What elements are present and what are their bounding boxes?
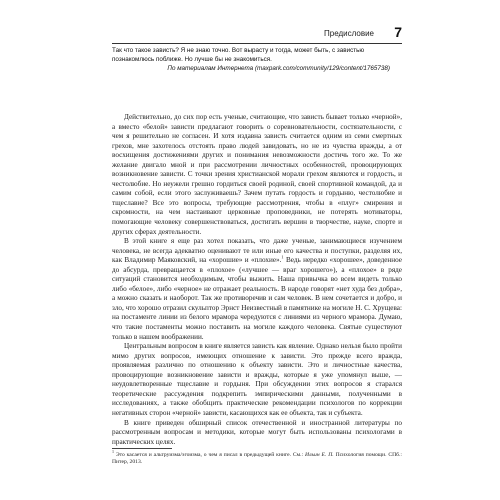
footnote-author: Ильин Е. П. xyxy=(305,452,334,458)
header-rule xyxy=(112,43,402,44)
paragraph: Действительно, до сих пор есть ученые, считающие, что зависть бывает только «черной», а вместо «белой» зависти предлагают говорить о соревновательности, состязательности, с чем я решительно не согласен. И хотя издавна зависть считается одним из семи смертных грехов, мне захотелось отстоять право людей завидовать, но не из чувства вражды, а от восхищения достижениями других и понимания невозможности достичь того же. То же желание двигало мной и при рассмотрении личностных особенностей, провоцирующих возникновение зависти. С точки зрения христианской морали грехом являются и гордость, и честолюбие. Но неужели грешно гордиться своей родиной, своей спортивной командой, да и самим собой, если этого заслуживаешь? Зачем путать гордость и гордыню, честолюбие и тщеславие? Все это вопросы, требующие рассмотрения, чтобы в «плуг» смирения и скромности, на чем настаивают церковные проповедники, не потерять мотиваторы, помогающие человеку совершенствоваться, достигать вершин в творчестве, науке, спорте и других сферах деятельности. xyxy=(112,113,402,236)
footnote-marker: 1 xyxy=(112,449,114,455)
footnote-rule xyxy=(112,448,172,449)
epigraph-source: По материалам Интернета (maxpark.com/community/129/content/1765738) xyxy=(167,65,390,73)
footnote-text: Это касается и альтруизма/эгоизма, о чем я писал в предыдущей книге. См.: xyxy=(114,452,306,458)
paragraph: Центральным вопросом в книге является зависть как явление. Однако нельзя было пройти мимо других вопросов, имеющих отношение к зависти. Это прежде всего вражда, проявляемая различно по отношению к объекту зависти. Это и личностные качества, провоцирующие возникновение зависти и вражды, которые я уже упомянул выше, — неудовлетворенные тщеславие и гордыня. При обсуждении этих вопросов я старался теоретические рассуждения подкрепить эмпирическими данными, полученными в исследованиях, а также обобщить практические рекомендации психологов по коррекции негативных сторон «черной» зависти, касающихся как ее объекта, так и субъекта. xyxy=(112,342,402,417)
paragraph-text: Ведь нередко «хорошее», доведенное до абсурда, превращается в «плохое» («лучшее — враг хорошего»), а «плохое» в ряде ситуаций становится необходимым, чтобы выжить. Наша привычка во всем видеть только либо «белое», либо «черное» не отражает реальность. В народе говорят «нет худа без добра», а можно сказать и наоборот. Так же противоречив и сам человек. В нем сочетается и добро, и зло, что хорошо отразил скульптор Эрнст Неизвестный в памятнике на могиле Н. С. Хрущева: на постаменте линии из белого мрамора чередуются с линиями из черного мрамора. Думаю, что такие постаменты можно поставить на могиле каждого человека. Святые существуют только в нашем воображении. xyxy=(112,256,402,341)
epigraph-line: Так что такое зависть? Я не знаю точно. Вот вырасту и тогда, может быть, с завистью xyxy=(112,47,365,54)
paragraph: В книге приведен обширный список отечественной и иностранной литературы по рассмотренным вопросам и методики, которые могут быть использованы психологами в практических целях. xyxy=(112,418,402,446)
paragraph xyxy=(112,237,402,342)
epigraph-line: познакомлюсь поближе. Но лучше бы не знакомиться. xyxy=(112,55,272,63)
paragraph-text: В этой книге я еще раз хотел показать, что даже ученые, занимающиеся изучением человека, не всегда адекватно оценивают те или иные его качества и поступки, разделяя их, как Владимир Маяковский, на «хорошие» и «плохие». xyxy=(112,237,402,265)
footnote-ref[interactable]: 1 xyxy=(281,254,284,260)
body-text xyxy=(112,113,402,447)
footnote xyxy=(112,449,402,467)
epigraph xyxy=(112,47,390,74)
running-header xyxy=(112,26,402,44)
footnote-text: Психология помощи. СПб.: Питер, 2013. xyxy=(112,452,402,466)
section-title: Предисловие xyxy=(324,29,374,38)
page-number: 7 xyxy=(394,24,402,40)
